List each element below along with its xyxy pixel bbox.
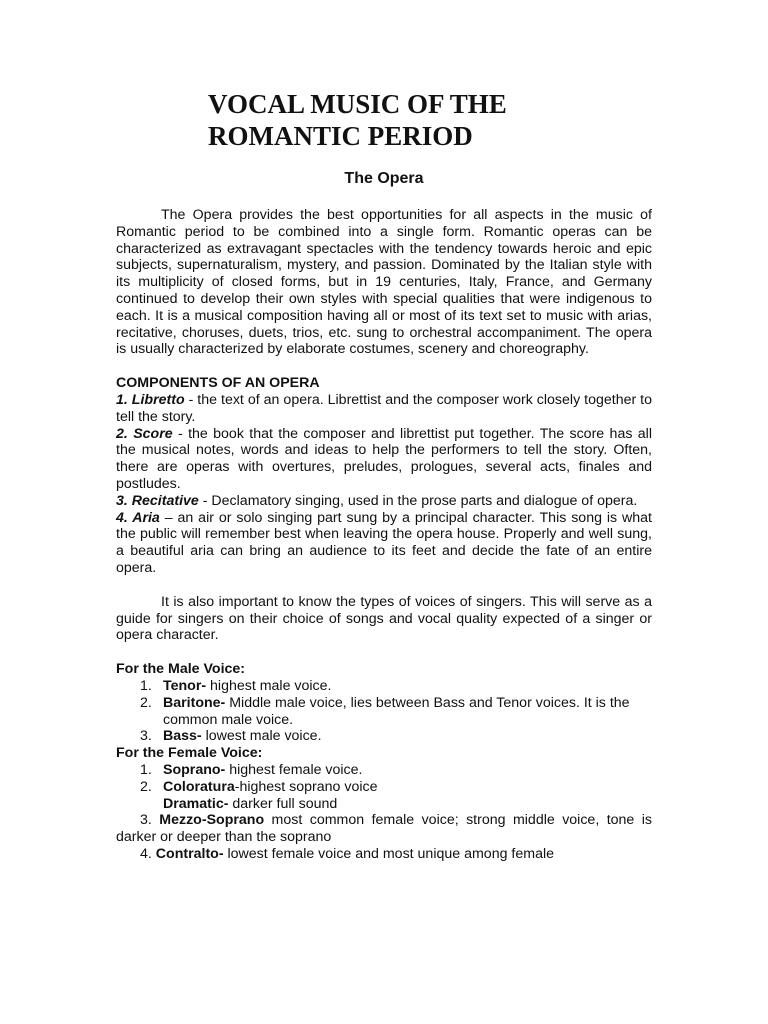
list-number: 2. <box>140 778 152 795</box>
title-line-2: ROMANTIC PERIOD <box>208 121 473 151</box>
component-term: 4. Aria <box>116 509 160 526</box>
voice-desc: most common female voice; strong middle voice, tone is darker or deeper than the soprano <box>116 812 652 846</box>
voice-desc: darker full sound <box>228 795 338 812</box>
voice-item-mezzo-soprano <box>116 812 652 846</box>
component-desc: - the book that the composer and librettist put together. The score has all the musical notes, words and ideas to help the performers to tell the story. Often, there are operas with overtures, preludes, prologues, several acts, finales and postludes. <box>116 425 652 492</box>
component-item-libretto <box>116 392 652 426</box>
voice-name: Mezzo-Soprano <box>159 812 265 829</box>
title-line-1: VOCAL MUSIC OF THE <box>208 89 507 119</box>
list-number: 2. <box>140 694 152 711</box>
list-number: 1. <box>140 761 152 778</box>
voice-item-dramatic <box>116 796 652 813</box>
list-number: 1. <box>140 677 152 694</box>
components-heading: COMPONENTS OF AN OPERA <box>116 375 320 392</box>
document-body <box>116 207 652 863</box>
voice-item-coloratura <box>116 779 652 796</box>
voice-desc: lowest male voice. <box>201 728 322 745</box>
intro-paragraph: The Opera provides the best opportunities for all aspects in the music of Romantic period to be combined into a single form. Romantic operas can be characterized as extravagant spectacles with the tendency towards heroic and epic subjects, supernaturalism, mystery, and passion. Dominated by the Italian style with its multiplicity of closed forms, but in 19 centuries, Italy, France, and Germany continued to develop their own styles with special qualities that were indigenous to each. It is a musical composition having all or most of its text set to music with arias, recitative, choruses, duets, trios, etc. sung to orchestral accompaniment. The opera is usually characterized by elaborate costumes, scenery and choreography. <box>116 207 652 358</box>
voice-name: Baritone- <box>163 694 226 711</box>
voice-desc: Middle male voice, lies between Bass and Tenor voices. It is the common male voice. <box>163 694 630 728</box>
spacer <box>116 644 652 661</box>
male-voice-heading: For the Male Voice: <box>116 661 246 678</box>
female-voice-heading: For the Female Voice: <box>116 745 263 762</box>
voice-item-contralto <box>116 846 652 863</box>
voice-item-soprano <box>116 762 652 779</box>
voice-name: Soprano- <box>163 761 226 778</box>
voice-item-tenor <box>116 678 652 695</box>
voices-intro-paragraph: It is also important to know the types of voices of singers. This will serve as a guide for singers on their choice of songs and vocal quality expected of a singer or opera character. <box>116 593 652 644</box>
voice-desc: -highest soprano voice <box>234 778 378 795</box>
voice-name: Tenor- <box>163 677 207 694</box>
list-number: 3. <box>140 728 152 745</box>
voice-desc: highest female voice. <box>225 761 363 778</box>
spacer <box>116 358 652 375</box>
male-voice-list <box>116 678 652 745</box>
list-number: 4. <box>140 845 156 862</box>
female-voice-list <box>116 762 652 796</box>
component-term: 3. Recitative <box>116 492 199 509</box>
voice-item-bass <box>116 728 652 745</box>
voice-desc: lowest female voice and most unique among female <box>223 845 554 862</box>
voice-name: Coloratura <box>163 778 235 795</box>
component-desc: - the text of an opera. Librettist and the composer work closely together to tell the story. <box>116 391 653 425</box>
section-subtitle: The Opera <box>344 170 424 187</box>
component-item-recitative <box>116 493 652 510</box>
list-number: 3. <box>140 812 160 829</box>
voice-item-baritone <box>116 695 652 729</box>
component-term: 2. Score <box>116 425 173 442</box>
voice-name: Bass- <box>163 728 202 745</box>
voice-desc: highest male voice. <box>206 677 332 694</box>
component-desc: - Declamatory singing, used in the prose parts and dialogue of opera. <box>198 492 638 509</box>
voice-name: Dramatic- <box>163 795 229 812</box>
component-item-aria <box>116 510 652 577</box>
voice-name: Contralto- <box>155 845 224 862</box>
component-item-score <box>116 426 652 493</box>
document-title <box>208 88 688 152</box>
component-desc: – an air or solo singing part sung by a principal character. This song is what the public will remember best when leaving the opera house. Properly and well sung, a beautiful aria can bring an audience to its feet and decide the fate of an entire opera. <box>116 509 652 576</box>
spacer <box>116 577 652 594</box>
component-term: 1. Libretto <box>116 391 185 408</box>
